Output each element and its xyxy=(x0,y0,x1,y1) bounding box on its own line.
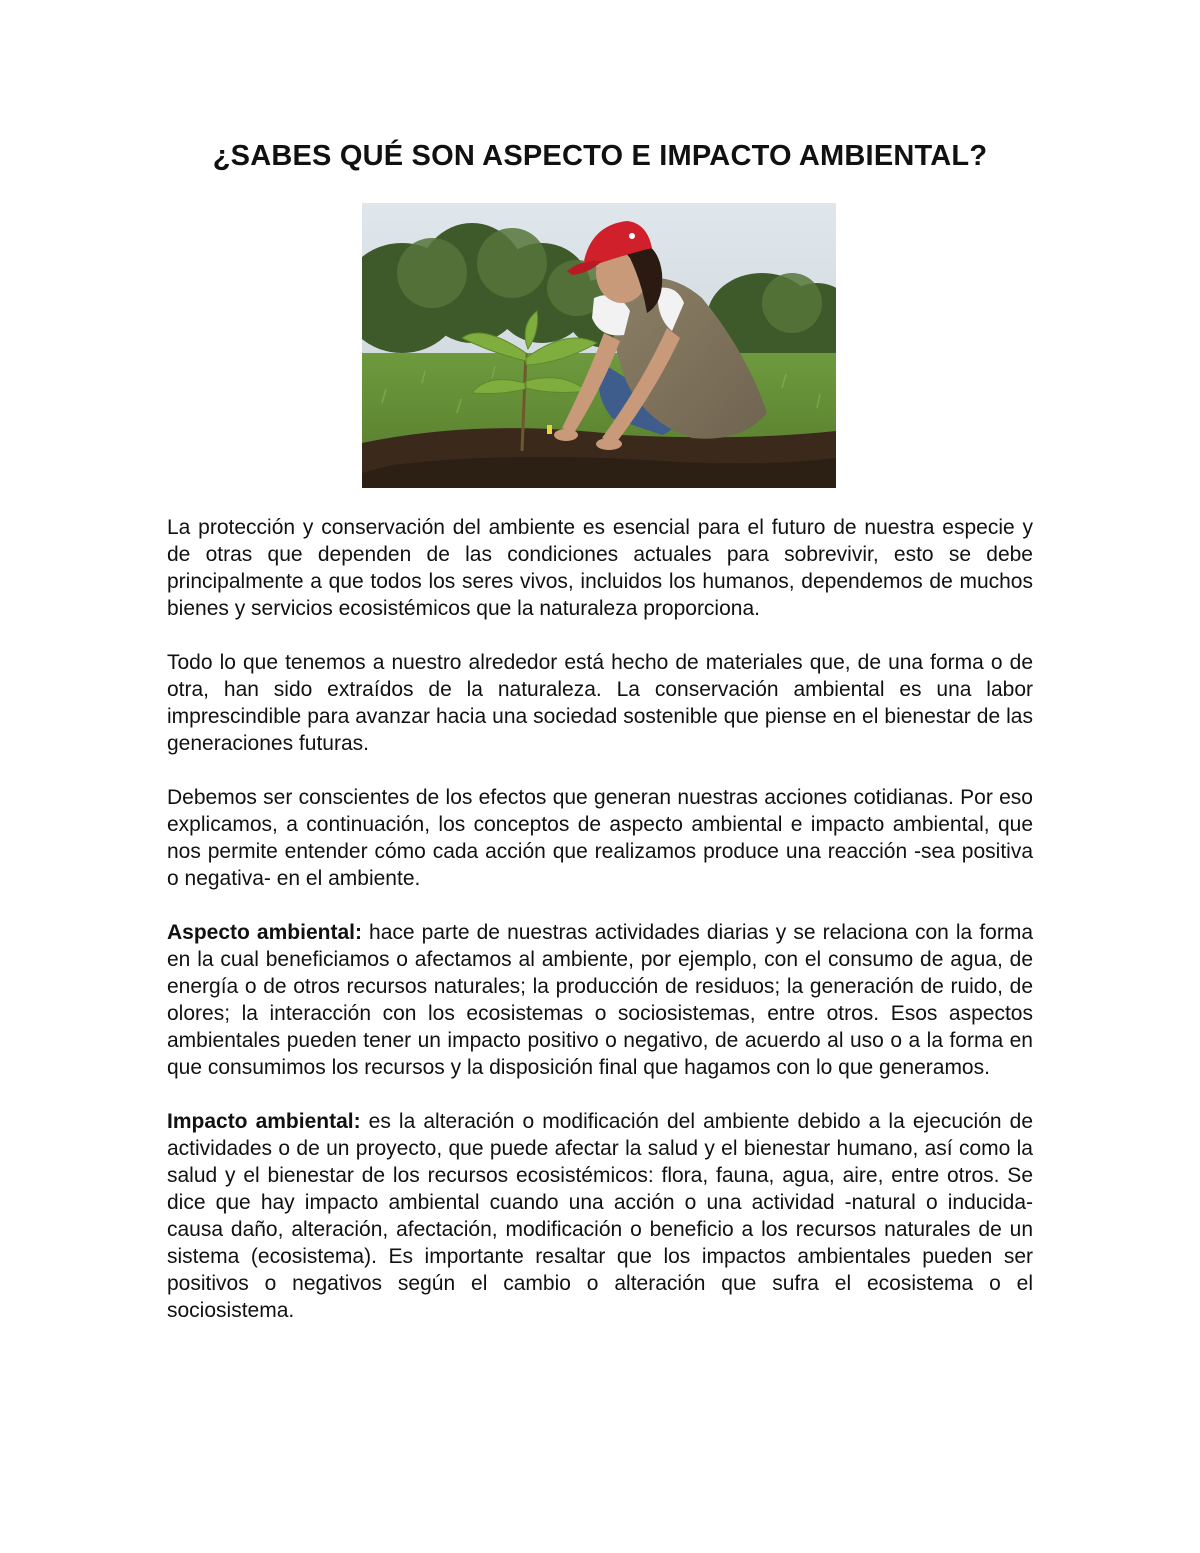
article-body xyxy=(167,514,1033,1324)
paragraph-awareness: Debemos ser conscientes de los efectos que generan nuestras acciones cotidianas. Por eso explicamos, a continuación, los conceptos de aspecto ambiental e impacto ambiental, que nos permite entender cómo cada acción que realizamos produce una reacción -sea positiva o negativa- en el ambiente. xyxy=(167,786,1033,890)
aspecto-definition: hace parte de nuestras actividades diarias y se relaciona con la forma en la cual beneficiamos o afectamos al ambiente, por ejemplo, con el consumo de agua, de energía o de otros recursos naturales; la producción de residuos; la generación de ruido, de olores; la interacción con los ecosistemas o sociosistemas, entre otros. Esos aspectos ambientales pueden tener un impacto positivo o negativo, de acuerdo al uso o a la forma en que consumimos los recursos y la disposición final que hagamos con lo que generamos. xyxy=(167,921,1033,1079)
paragraph-impacto xyxy=(167,1108,1033,1324)
tree-planting-photo xyxy=(362,203,836,488)
impacto-definition: es la alteración o modificación del ambiente debido a la ejecución de actividades o de un proyecto, que puede afectar la salud y el bienestar humano, así como la salud y el bienestar de los recursos ecosistémicos: flora, fauna, agua, aire, entre otros. Se dice que hay impacto ambiental cuando una acción o una actividad -natural o inducida- causa daño, alteración, afectación, modificación o beneficio a los recursos naturales de un sistema (ecosistema). Es importante resaltar que los impactos ambientales pueden ser positivos o negativos según el cambio o alteración que sufra el ecosistema o el sociosistema. xyxy=(167,1110,1033,1322)
paragraph-intro: La protección y conservación del ambiente es esencial para el futuro de nuestra especie y de otras que dependen de las condiciones actuales para sobrevivir, esto se debe principalmente a que todos los seres vivos, incluidos los humanos, dependemos de muchos bienes y servicios ecosistémicos que la naturaleza proporciona. xyxy=(167,516,1033,620)
aspecto-term: Aspecto ambiental: xyxy=(167,921,362,944)
impacto-term: Impacto ambiental: xyxy=(167,1110,361,1133)
paragraph-aspecto xyxy=(167,919,1033,1081)
page-title: ¿SABES QUÉ SON ASPECTO E IMPACTO AMBIENTAL? xyxy=(212,140,988,172)
paragraph-materials: Todo lo que tenemos a nuestro alrededor está hecho de materiales que, de una forma o de otra, han sido extraídos de la naturaleza. La conservación ambiental es una labor imprescindible para avanzar hacia una sociedad sostenible que piense en el bienestar de las generaciones futuras. xyxy=(167,651,1033,755)
